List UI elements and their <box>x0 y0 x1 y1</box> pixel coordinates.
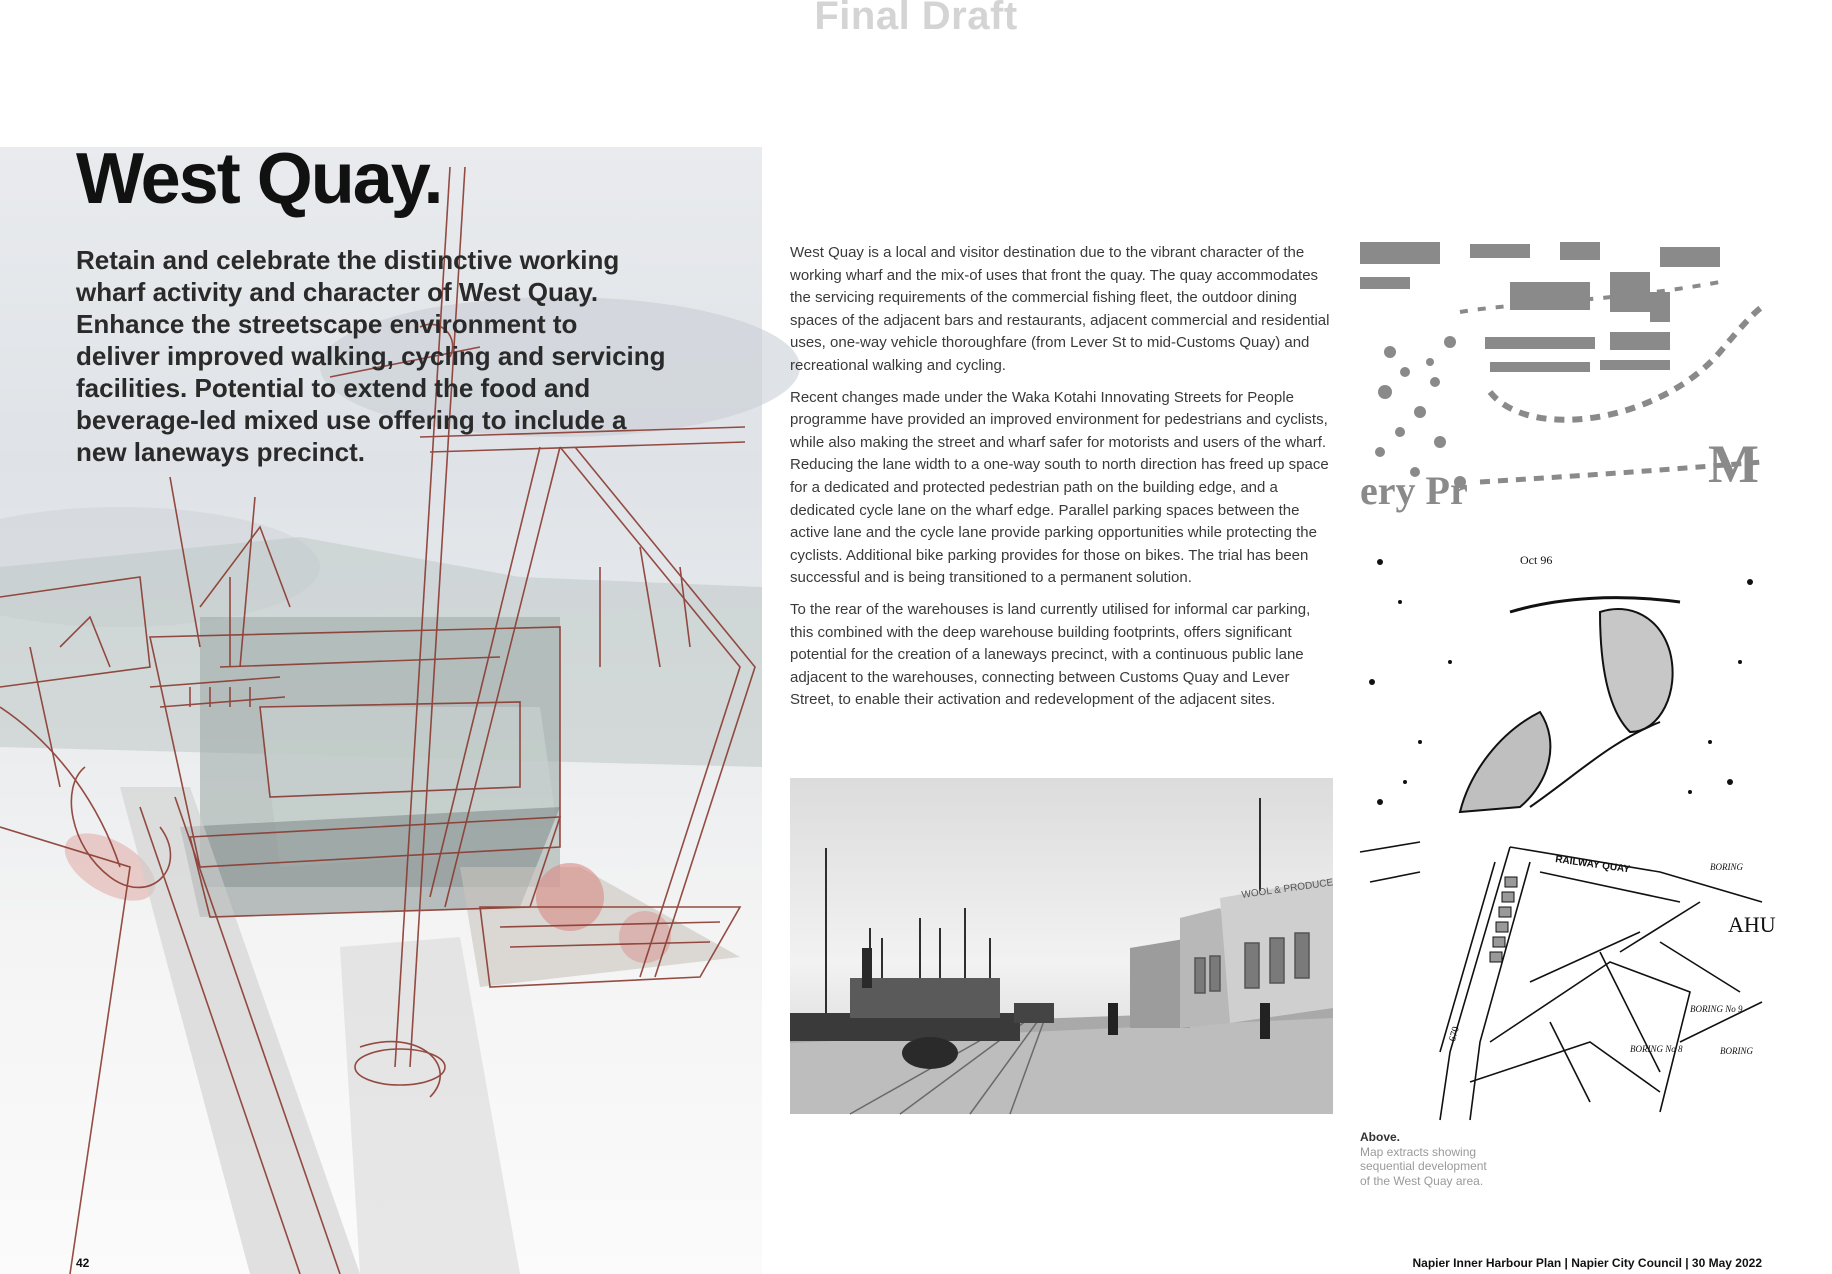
map2-label: Oct 96 <box>1520 553 1553 567</box>
map3-label: BORING <box>1720 1046 1753 1056</box>
page-title: West Quay. <box>76 139 442 219</box>
map3-label: BORING No 8 <box>1630 1044 1683 1054</box>
map1-label: M <box>1708 434 1759 494</box>
map3-label: AHU <box>1728 912 1776 937</box>
caption-text: Map extracts showing sequential development of the West Quay area. <box>1360 1144 1487 1188</box>
body-paragraph: West Quay is a local and visitor destination due to the vibrant character of the working wharf and the mix-of uses that front the quay. The quay accommodates the servicing requirements of the commercial fishing fleet, the outdoor dining spaces of the adjacent bars and restaurants, adjacent commercial and residential uses, one-way vehicle thoroughfare (from Lever St to mid-Customs Quay) and recreational walking and cycling. <box>790 244 1330 374</box>
lead-statement: Retain and celebrate the distinctive working wharf activity and character of West Quay. Enhance the streetscape environment to deliver improved walking, cycling and servicing facilities. Potential to extend the food and beverage-led mixed use offering to include a new laneways precinct. <box>76 245 666 467</box>
body-paragraph: Recent changes made under the Waka Kotahi Innovating Streets for People programme have provided an improved environment for pedestrians and cyclists, while also making the street and wharf safer for motorists and users of the wharf. Reducing the lane width to a one-way south to north direction has freed up space for a dedicated and protected pedestrian path on the building edge, and a dedicated cycle lane on the wharf edge. Parallel parking spaces between the active lane and the cycle lane provide parking opportunities while protecting the cyclists. Additional bike parking provides for those on bikes. The trial has been successful and is being transitioned to a permanent solution. <box>790 388 1329 587</box>
final-draft-watermark: Final Draft <box>814 0 1018 38</box>
photo-sign: WOOL & PRODUCE <box>1240 877 1334 901</box>
map-extract-2-drawing <box>1360 542 1762 820</box>
body-text <box>790 242 1330 721</box>
document-footer: Napier Inner Harbour Plan | Napier City Council | 30 May 2022 <box>1412 1256 1762 1270</box>
map3-label: BORING No 9 <box>1690 1004 1743 1014</box>
body-paragraph: To the rear of the warehouses is land currently utilised for informal car parking, this combined with the deep warehouse building footprints, offers significant potential for the creation of a laneways precinct, with a continuous public lane adjacent to the warehouses, connecting between Customs Quay and Lever Street, to enable their activation and redevelopment of the adjacent sites. <box>790 600 1311 709</box>
historic-wharf-photo-drawing <box>790 778 1333 1114</box>
map-extract-1-drawing <box>1360 242 1762 520</box>
map-extract-3 <box>1360 842 1776 1120</box>
map-extract-1 <box>1360 242 1762 520</box>
map3-label: RAILWAY QUAY <box>1554 854 1631 876</box>
map-caption <box>1360 1130 1500 1188</box>
map1-label: ery Pr <box>1360 468 1468 513</box>
map-extract-3-drawing <box>1360 842 1776 1120</box>
page-number: 42 <box>76 1256 90 1270</box>
map-extract-2 <box>1360 542 1762 820</box>
map3-label: 670 <box>1447 1025 1462 1043</box>
caption-title: Above. <box>1360 1130 1401 1144</box>
map3-label: BORING <box>1710 862 1743 872</box>
historic-wharf-photo <box>790 778 1333 1114</box>
